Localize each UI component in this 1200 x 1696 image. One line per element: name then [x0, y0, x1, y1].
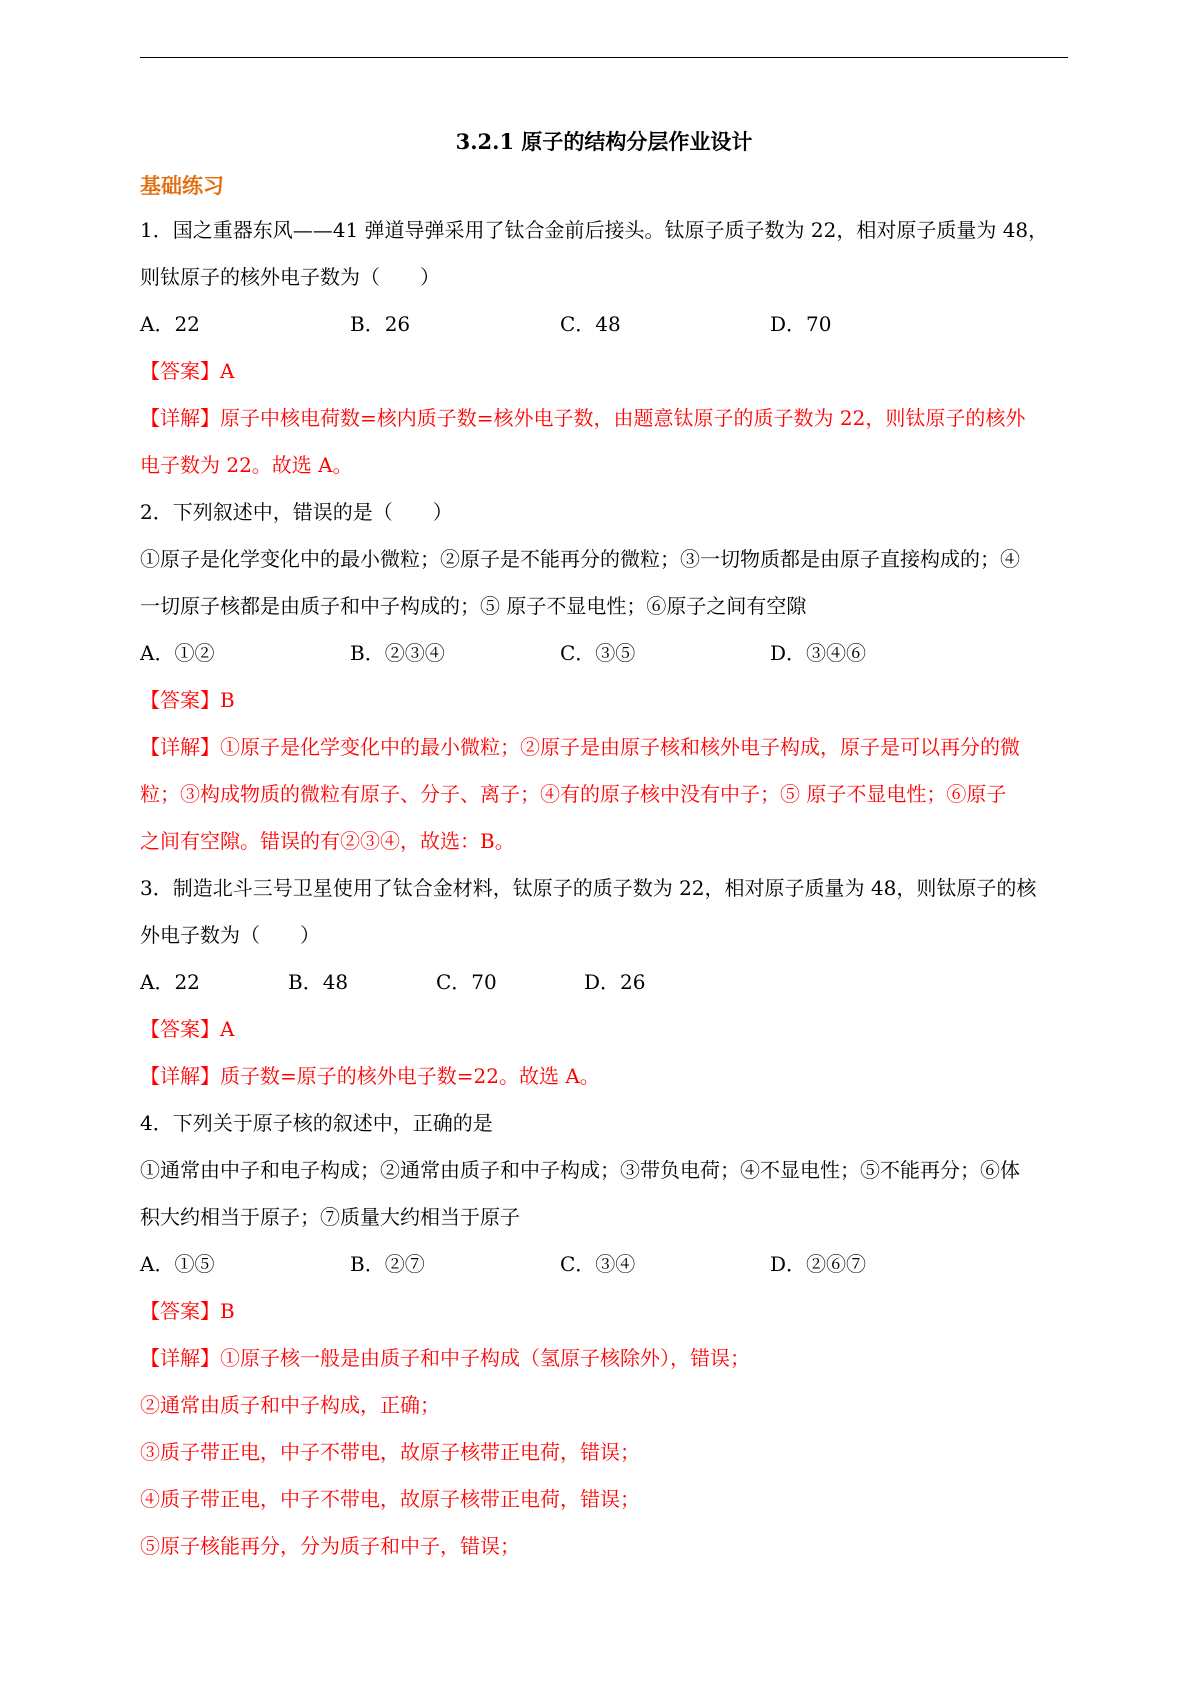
question-4-option-a: A．①⑤ — [140, 1252, 215, 1276]
question-4-explanation-line-4: ④质子带正电，中子不带电，故原子核带正电荷，错误； — [140, 1487, 640, 1511]
question-2-stem-line-2: ①原子是化学变化中的最小微粒；②原子是不能再分的微粒；③一切物质都是由原子直接构成的；④ — [140, 547, 1020, 571]
question-1-stem-line-2: 则钛原子的核外电子数为（ ） — [140, 265, 440, 289]
question-3-option-d: D．26 — [584, 970, 646, 994]
question-2-explanation-line-1: 【详解】①原子是化学变化中的最小微粒；②原子是由原子核和核外电子构成，原子是可以再分的微 — [140, 735, 1020, 759]
question-2-option-a: A．①② — [140, 641, 215, 665]
question-1-option-a: A．22 — [140, 312, 200, 336]
question-4-explanation-line-3: ③质子带正电，中子不带电，故原子核带正电荷，错误； — [140, 1440, 640, 1464]
question-3-answer: 【答案】A — [140, 1017, 235, 1041]
question-2-option-b: B．②③④ — [350, 641, 445, 665]
question-1-option-c: C．48 — [560, 312, 621, 336]
question-3-explanation-line-1: 【详解】质子数=原子的核外电子数=22。故选 A。 — [140, 1064, 600, 1088]
question-4-stem-line-2: ①通常由中子和电子构成；②通常由质子和中子构成；③带负电荷；④不显电性；⑤不能再分；⑥体 — [140, 1158, 1020, 1182]
document-body — [140, 118, 1068, 1570]
question-4-explanation-line-2: ②通常由质子和中子构成，正确； — [140, 1393, 440, 1417]
question-3-option-b: B．48 — [288, 970, 349, 994]
question-1-explanation-line-1: 【详解】原子中核电荷数=核内质子数=核外电子数，由题意钛原子的质子数为 22，则钛原子的核外 — [140, 406, 1026, 430]
question-2-stem-line-3: 一切原子核都是由质子和中子构成的；⑤ 原子不显电性；⑥原子之间有空隙 — [140, 594, 807, 618]
question-1-options — [140, 301, 1068, 348]
question-2-option-d: D．③④⑥ — [770, 641, 867, 665]
question-3-options — [140, 959, 1068, 1006]
question-2-stem-line-1: 2．下列叙述中，错误的是（ ） — [140, 500, 453, 524]
question-2 — [140, 489, 1068, 865]
question-1-option-d: D．70 — [770, 312, 832, 336]
question-4-explanation-line-5: ⑤原子核能再分，分为质子和中子，错误； — [140, 1534, 520, 1558]
question-4-answer: 【答案】B — [140, 1299, 235, 1323]
question-1-option-b: B．26 — [350, 312, 411, 336]
question-4-explanation-line-1: 【详解】①原子核一般是由质子和中子构成（氢原子核除外），错误； — [140, 1346, 750, 1370]
page-title: 3.2.1 原子的结构分层作业设计 — [455, 129, 753, 154]
question-3-option-c: C．70 — [436, 970, 497, 994]
question-4-option-d: D．②⑥⑦ — [770, 1252, 867, 1276]
question-4-stem-line-3: 积大约相当于原子；⑦质量大约相当于原子 — [140, 1205, 520, 1229]
question-3 — [140, 865, 1068, 1100]
question-4 — [140, 1100, 1068, 1570]
question-4-stem-line-1: 4．下列关于原子核的叙述中，正确的是 — [140, 1111, 493, 1135]
question-3-option-a: A．22 — [140, 970, 200, 994]
header-rule — [140, 57, 1068, 58]
question-3-stem-line-2: 外电子数为（ ） — [140, 923, 320, 947]
question-2-options — [140, 630, 1068, 677]
question-4-option-c: C．③④ — [560, 1252, 636, 1276]
question-2-answer: 【答案】B — [140, 688, 235, 712]
section-heading: 基础练习 — [140, 173, 224, 198]
question-1-stem-line-1: 1．国之重器东风——41 弹道导弹采用了钛合金前后接头。钛原子质子数为 22，相对原子质量为 48， — [140, 218, 1049, 242]
question-2-option-c: C．③⑤ — [560, 641, 636, 665]
question-1-explanation-line-2: 电子数为 22。故选 A。 — [140, 453, 353, 477]
question-3-stem-line-1: 3．制造北斗三号卫星使用了钛合金材料，钛原子的质子数为 22，相对原子质量为 48，则钛原子的核 — [140, 876, 1037, 900]
question-2-explanation-line-2: 粒；③构成物质的微粒有原子、分子、离子；④有的原子核中没有中子；⑤ 原子不显电性；⑥原子 — [140, 782, 1007, 806]
question-4-options — [140, 1241, 1068, 1288]
question-1 — [140, 207, 1068, 489]
question-4-option-b: B．②⑦ — [350, 1252, 425, 1276]
question-2-explanation-line-3: 之间有空隙。错误的有②③④，故选：B。 — [140, 829, 515, 853]
question-1-answer: 【答案】A — [140, 359, 235, 383]
